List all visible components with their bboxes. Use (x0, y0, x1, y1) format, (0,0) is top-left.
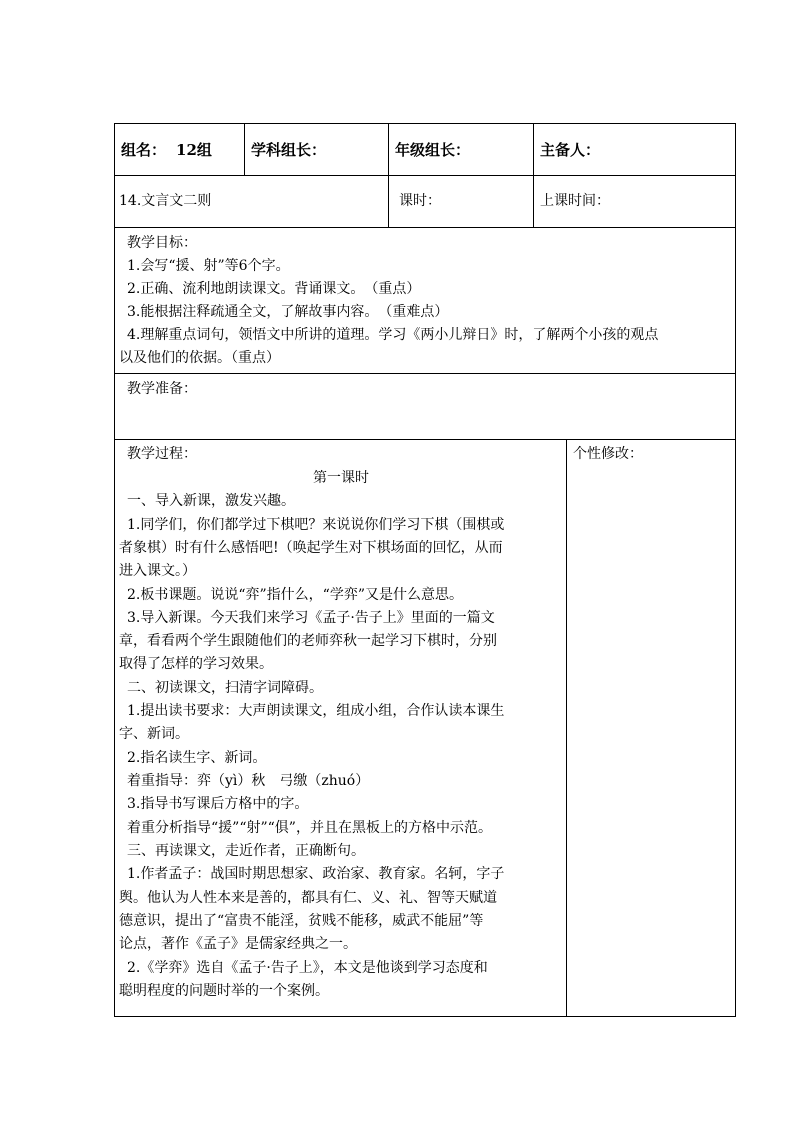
process-line: 二、初读课文，扫清字词障碍。 (127, 680, 323, 696)
class-time-label: 上课时间： (540, 193, 610, 209)
objectives-heading: 教学目标： (127, 235, 197, 251)
preparation-row (114, 373, 736, 439)
lesson-row (114, 175, 736, 227)
grade-leader-cell (389, 124, 534, 175)
process-line: 2.板书课题。说说“弈”指什么，“学弈”又是什么意思。 (127, 587, 463, 603)
process-line: 字、新词。 (119, 726, 189, 742)
subject-leader-label: 学科组长： (251, 141, 327, 159)
objective-item: 以及他们的依据。（重点） (119, 350, 280, 366)
preparer-label: 主备人： (540, 141, 601, 159)
preparation-cell (115, 374, 735, 439)
process-line: 着重指导：弈（yì）秋 弓缴（zhuó） (127, 773, 370, 789)
objectives-row (114, 227, 736, 373)
process-cell (115, 440, 567, 1017)
process-line: 一、导入新课，激发兴趣。 (127, 493, 295, 509)
period-cell (389, 176, 534, 227)
process-line: 着重分析指导“援”“射”“俱”，并且在黑板上的方格中示范。 (127, 820, 492, 836)
lesson-title-cell (115, 176, 389, 227)
revision-cell (567, 440, 735, 1017)
process-line: 3.导入新课。今天我们来学习《孟子·告子上》里面的一篇文 (127, 610, 495, 626)
process-line: 三、再读课文，走近作者，正确断句。 (127, 843, 365, 859)
process-line: 德意识，提出了“富贵不能淫，贫贱不能移，威武不能屈”等 (119, 913, 484, 929)
objective-item: 3.能根据注释疏通全文，了解故事内容。 （重难点） (127, 304, 449, 320)
objective-item: 2.正确、流利地朗读课文。背诵课文。 （重点） (127, 281, 421, 297)
group-cell (115, 124, 245, 175)
process-line: 1.同学们，你们都学过下棋吧？来说说你们学习下棋（围棋或 (127, 517, 505, 533)
process-line: 3.指导书写课后方格中的字。 (127, 796, 309, 812)
subject-leader-cell (245, 124, 389, 175)
process-line: 聪明程度的问题时举的一个案例。 (119, 983, 329, 999)
header-row (114, 123, 736, 175)
process-line: 进入课文。） (119, 563, 196, 579)
preparer-cell (534, 124, 735, 175)
process-line: 2.指名读生字、新词。 (127, 750, 267, 766)
process-line: 舆。他认为人性本来是善的，都具有仁、义、礼、智等天赋道 (119, 890, 497, 906)
process-row (114, 439, 736, 1017)
group-value: 12组 (176, 141, 212, 159)
process-line: 1.提出读书要求：大声朗读课文，组成小组，合作认读本课生 (127, 703, 505, 719)
objectives-cell (115, 228, 735, 373)
process-line: 取得了怎样的学习效果。 (119, 656, 273, 672)
grade-leader-label: 年级组长： (395, 141, 471, 159)
objective-item: 1.会写“援、射”等6个字。 (127, 258, 290, 274)
objective-item: 4.理解重点词句，领悟文中所讲的道理。学习《两小儿辩日》时，了解两个小孩的观点 (127, 327, 659, 343)
process-line: 1.作者孟子：战国时期思想家、政治家、教育家。名轲，字子 (127, 866, 505, 882)
group-label: 组名： (121, 141, 167, 159)
process-subheading: 第一课时 (313, 470, 369, 486)
table-bottom-border (114, 1016, 736, 1017)
lesson-title: 14.文言文二则 (119, 193, 212, 209)
process-line: 论点，著作《孟子》是儒家经典之一。 (119, 936, 357, 952)
period-label: 课时： (399, 193, 441, 209)
process-line: 2.《学弈》选自《孟子·告子上》，本文是他谈到学习态度和 (127, 960, 488, 976)
process-line: 章，看看两个学生跟随他们的老师弈秋一起学习下棋时，分别 (119, 633, 497, 649)
process-heading: 教学过程： (127, 446, 197, 462)
class-time-cell (534, 176, 735, 227)
revision-label: 个性修改： (573, 446, 643, 462)
process-line: 者象棋）时有什么感悟吧!（唤起学生对下棋场面的回忆，从而 (119, 540, 503, 556)
preparation-heading: 教学准备： (127, 381, 197, 397)
